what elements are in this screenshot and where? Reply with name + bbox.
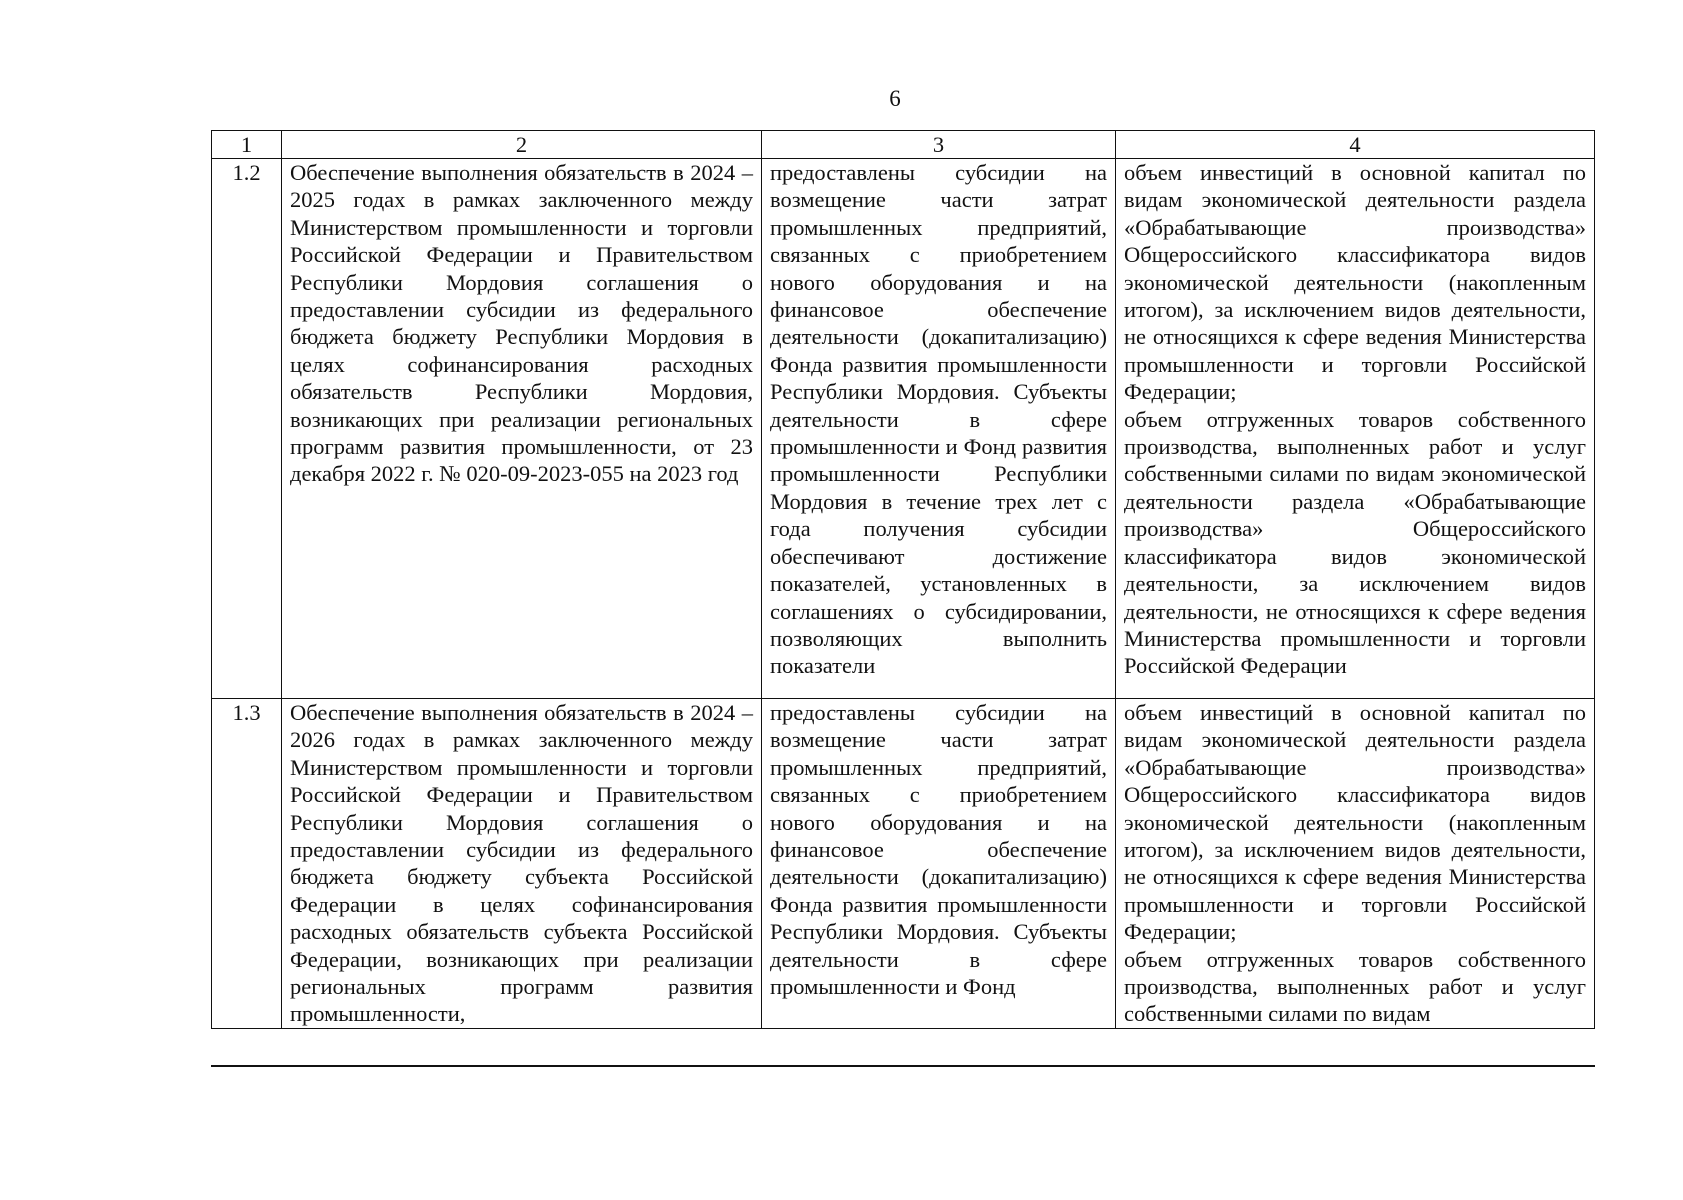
- table-row: [212, 159, 1595, 699]
- table-frame: [211, 130, 1595, 1067]
- measure-description: Обеспечение выполнения обязательств в 2024 – 2025 годах в рамках заключенного между Министерством промышленности и торговли Российской Федерации и Правительством Республики Мордовия соглашения о предоставлении субсидии из федерального бюджета бюджету Республики Мордовия в целях софинансирования расходных обязательств Республики Мордовия, возникающих при реализации региональных программ развития промышленности, от 23 декабря 2022 г. № 020-09-2023-055 на 2023 год: [282, 159, 762, 699]
- row-number: 1.2: [212, 159, 282, 699]
- indicator-paragraph: объем инвестиций в основной капитал по видам экономической деятельности раздела «Обрабатывающие производства» Общероссийского классификатора видов экономической деятельности (накопленным итогом), за исключением видов деятельности, не относящихся к сфере ведения Министерства промышленности и торговли Российской Федерации;: [1124, 160, 1586, 405]
- table-header-row: [212, 131, 1595, 159]
- indicator-paragraph: объем инвестиций в основной капитал по видам экономической деятельности раздела «Обрабатывающие производства» Общероссийского классификатора видов экономической деятельности (накопленным итогом), за исключением видов деятельности, не относящихся к сфере ведения Министерства промышленности и торговли Российской Федерации;: [1124, 700, 1586, 945]
- indicator-paragraph: объем отгруженных товаров собственного производства, выполненных работ и услуг собственными силами по видам: [1124, 946, 1586, 1027]
- measure-description: Обеспечение выполнения обязательств в 2024 – 2026 годах в рамках заключенного между Министерством промышленности и торговли Российской Федерации и Правительством Республики Мордовия соглашения о предоставлении субсидии из федерального бюджета бюджету субъекта Российской Федерации в целях софинансирования расходных обязательств субъекта Российской Федерации, возникающих при реализации региональных программ развития промышленности,: [282, 699, 762, 1029]
- measure-result: предоставлены субсидии на возмещение части затрат промышленных предприятий, связанных с приобретением нового оборудования и на финансовое обеспечение деятельности (докапитализацию) Фонда развития промышленности Республики Мордовия. Субъекты деятельности в сфере промышленности и Фонд развития промышленности Республики Мордовия в течение трех лет с года получения субсидии обеспечивают достижение показателей, установленных в соглашениях о субсидировании, позволяющих выполнить показатели: [762, 159, 1116, 699]
- column-header-2: 2: [282, 131, 762, 159]
- measure-indicators: [1116, 159, 1595, 699]
- row-number: 1.3: [212, 699, 282, 1029]
- column-header-4: 4: [1116, 131, 1595, 159]
- measure-indicators: [1116, 699, 1595, 1029]
- table-row: [212, 699, 1595, 1029]
- column-header-3: 3: [762, 131, 1116, 159]
- page-number: 6: [889, 86, 901, 111]
- measure-result: предоставлены субсидии на возмещение части затрат промышленных предприятий, связанных с приобретением нового оборудования и на финансовое обеспечение деятельности (докапитализацию) Фонда развития промышленности Республики Мордовия. Субъекты деятельности в сфере промышленности и Фонд: [762, 699, 1116, 1029]
- column-header-1: 1: [212, 131, 282, 159]
- indicator-paragraph: объем отгруженных товаров собственного производства, выполненных работ и услуг собственными силами по видам экономической деятельности раздела «Обрабатывающие производства» Общероссийского классификатора видов экономической деятельности, за исключением видов деятельности, не относящихся к сфере ведения Министерства промышленности и торговли Российской Федерации: [1124, 406, 1586, 679]
- measures-table: [211, 130, 1595, 1029]
